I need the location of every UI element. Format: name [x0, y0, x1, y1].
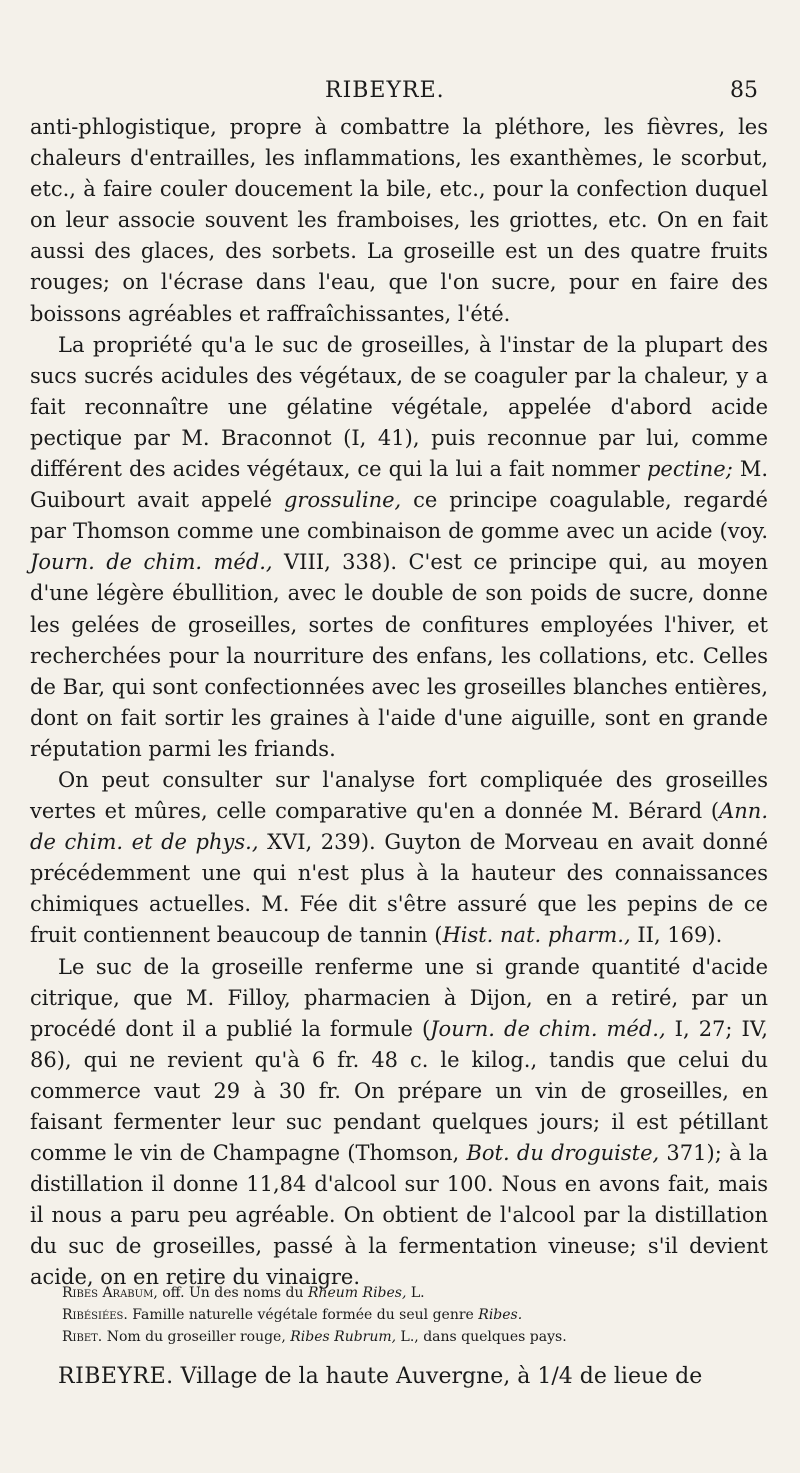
text-run: L., dans quelques pays. — [396, 1329, 567, 1345]
paragraph — [30, 112, 768, 330]
citation-title: Ann. de chim. et de phys., — [30, 799, 768, 855]
sub-entry — [62, 1304, 768, 1326]
sub-entry-headword: Ribes Arabum — [62, 1285, 154, 1301]
citation-title: Journ. de chim. méd., — [430, 1016, 666, 1041]
paragraph — [30, 330, 768, 765]
sub-entry-headword: Ribésiées. — [62, 1307, 128, 1323]
text-run: I, 27; IV, 86), qui ne revient qu'à 6 fr. 48 c. le kilog., tandis que celui du commerce vaut 29 à 30 fr. On prépare un vin de groseilles, en faisant fermenter leur suc pendant quelques jours; il est pétillant comme le vin de Champagne (Thomson, — [30, 1016, 768, 1166]
text-run: II, 169). — [630, 923, 723, 948]
body-text — [30, 112, 768, 1294]
text-run: VIII, 338). C'est ce principe qui, au moyen d'une légère ébullition, avec le double de son poids de sucre, donne les gelées de groseilles, sortes de confitures employées l'hiver, et recherchées pour la nourriture des enfans, les collations, etc. Celles de Bar, qui sont confectionnées avec les groseilles blanches entières, dont on fait sortir les graines à l'aide d'une aiguille, sont en grande réputation parmi les friands. — [30, 550, 768, 761]
text-run: , off. Un des noms du — [153, 1285, 308, 1301]
sub-entry-headword: Ribet. — [62, 1329, 103, 1345]
text-run: Nom du groseiller rouge, — [102, 1329, 291, 1345]
citation-title: Bot. du droguiste, — [466, 1141, 660, 1166]
sub-entry — [62, 1326, 768, 1348]
dictionary-entry — [58, 1364, 768, 1389]
citation-title: Journ. de chim. méd., — [30, 550, 273, 575]
text-run: Famille naturelle végétale formée du seul genre — [127, 1307, 479, 1323]
sub-entry — [62, 1282, 768, 1304]
page-header — [0, 76, 800, 110]
paragraph — [30, 765, 768, 952]
text-run: L. — [406, 1285, 425, 1301]
text-run: Le suc de la groseille renferme une si grande quantité d'acide citrique, que M. Filloy, pharmacien à Dijon, en a retiré, par un procédé dont il a publié la formule ( — [30, 954, 768, 1041]
text-run: On peut consulter sur l'analyse fort compliquée des groseilles vertes et mûres, celle comparative qu'en a donnée M. Bérard ( — [30, 767, 768, 824]
page-number: 85 — [730, 78, 758, 103]
paragraph — [30, 952, 768, 1294]
text-run: M. Guibourt avait appelé — [30, 457, 768, 513]
running-title: RIBEYRE. — [325, 78, 445, 103]
entry-headword: RIBEYRE. — [58, 1364, 174, 1389]
italic-term: Ribes Rubrum, — [290, 1329, 397, 1345]
text-run: XVI, 239). Guyton de Morveau en avait donné précédemment une qui n'est plus à la hauteur des connaissances chimiques actuelles. M. Fée dit s'être assuré que les pepins de ce fruit contiennent beaucoup de tannin ( — [30, 830, 768, 948]
text-run: ce principe coagulable, regardé par Thomson comme une combinaison de gomme avec un acide (voy. — [30, 488, 768, 544]
citation-title: Hist. nat. pharm., — [442, 923, 631, 948]
entry-text: Village de la haute Auvergne, à 1/4 de lieue de — [173, 1364, 703, 1389]
italic-term: Ribes. — [478, 1307, 523, 1323]
italic-term: pectine; — [646, 457, 733, 482]
sub-entries — [62, 1282, 768, 1348]
italic-term: Rheum Ribes, — [307, 1285, 407, 1301]
text-run: anti-phlogistique, propre à combattre la pléthore, les fièvres, les chaleurs d'entrailles, les inflammations, les exanthèmes, le scorbut, etc., à faire couler doucement la bile, etc., pour la confection duquel on leur associe souvent les framboises, les griottes, etc. On en fait aussi des glaces, des sorbets. La groseille est un des quatre fruits rouges; on l'écrase dans l'eau, que l'on sucre, pour en faire des boissons agréables et raffraîchissantes, l'été. — [30, 115, 768, 326]
text-run: La propriété qu'a le suc de groseilles, à l'instar de la plupart des sucs sucrés acidules des végétaux, de se coaguler par la chaleur, y a fait reconnaître une gélatine végétale, appelée d'abord acide pectique par M. Braconnot (I, 41), puis reconnue par lui, comme différent des acides végétaux, ce qui la lui a fait nommer — [30, 332, 768, 482]
italic-term: grossuline, — [283, 488, 402, 513]
text-run: 371); à la distillation il donne 11,84 d'alcool sur 100. Nous en avons fait, mais il nous a paru peu agréable. On obtient de l'alcool par la distillation du suc de groseilles, passé à la fermentation vineuse; s'il devient acide, on en retire du vinaigre. — [30, 1141, 768, 1290]
